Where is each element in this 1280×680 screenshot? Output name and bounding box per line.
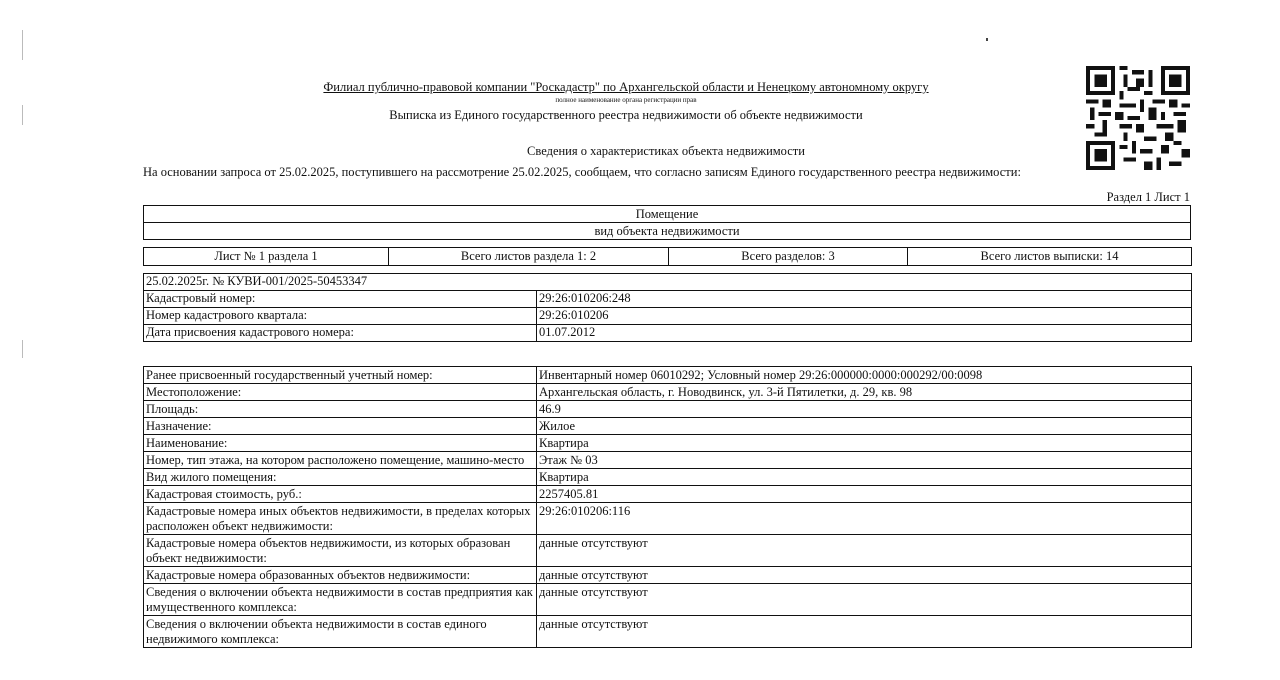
- row-value: данные отсутствуют: [537, 567, 1192, 584]
- row-label: Номер кадастрового квартала:: [144, 308, 537, 325]
- document-title: Выписка из Единого государственного реестра недвижимости об объекте недвижимости: [389, 108, 863, 122]
- object-type-caption: вид объекта недвижимости: [144, 223, 1191, 240]
- object-properties-table: [143, 366, 1192, 648]
- row-value: Инвентарный номер 06010292; Условный номер 29:26:000000:0000:000292/00:0098: [537, 367, 1192, 384]
- row-value: Этаж № 03: [537, 452, 1192, 469]
- registry-org-caption: полное наименование органа регистрации прав: [555, 96, 697, 104]
- row-value: 29:26:010206:248: [537, 291, 1192, 308]
- row-label: Местоположение:: [144, 384, 537, 401]
- row-label: Кадастровые номера образованных объектов недвижимости:: [144, 567, 537, 584]
- row-value: Квартира: [537, 469, 1192, 486]
- row-value: 29:26:010206: [537, 308, 1192, 325]
- qr-code: [1086, 66, 1190, 170]
- row-value: 46.9: [537, 401, 1192, 418]
- row-value: 2257405.81: [537, 486, 1192, 503]
- row-label: Площадь:: [144, 401, 537, 418]
- row-label: Дата присвоения кадастрового номера:: [144, 325, 537, 342]
- scan-margin-line: [22, 30, 23, 60]
- table-row: [144, 486, 1192, 503]
- object-type: Помещение: [144, 206, 1191, 223]
- row-label: Назначение:: [144, 418, 537, 435]
- row-value: данные отсутствуют: [537, 616, 1192, 648]
- section-title: Сведения о характеристиках объекта недвижимости: [527, 144, 805, 158]
- sheet-of-section: Лист № 1 раздела 1: [144, 248, 389, 266]
- row-value: Квартира: [537, 435, 1192, 452]
- extract-date-number: 25.02.2025г. № КУВИ-001/2025-50453347: [144, 274, 1192, 291]
- cadastral-id-table: [143, 273, 1192, 342]
- table-row: [144, 401, 1192, 418]
- section-sheet-ref: Раздел 1 Лист 1: [1106, 190, 1190, 204]
- row-value: 29:26:010206:116: [537, 503, 1192, 535]
- scan-speck: [986, 38, 988, 41]
- table-row: [144, 308, 1192, 325]
- row-label: Ранее присвоенный государственный учетный номер:: [144, 367, 537, 384]
- row-value: Жилое: [537, 418, 1192, 435]
- row-value: Архангельская область, г. Новодвинск, ул. 3-й Пятилетки, д. 29, кв. 98: [537, 384, 1192, 401]
- table-row: [144, 469, 1192, 486]
- total-section-sheets: Всего листов раздела 1: 2: [389, 248, 669, 266]
- table-row: [144, 616, 1192, 648]
- table-row: [144, 435, 1192, 452]
- row-value: данные отсутствуют: [537, 535, 1192, 567]
- table-row: [144, 452, 1192, 469]
- request-basis-text: На основании запроса от 25.02.2025, поступившего на рассмотрение 25.02.2025, сообщаем, что согласно записям Единого государственного реестра недвижимости:: [143, 165, 1021, 179]
- object-type-table: [143, 205, 1191, 240]
- row-value: 01.07.2012: [537, 325, 1192, 342]
- row-label: Сведения о включении объекта недвижимости в состав единого недвижимого комплекса:: [144, 616, 537, 648]
- table-row: [144, 418, 1192, 435]
- scan-margin-line: [22, 340, 23, 358]
- row-label: Кадастровые номера иных объектов недвижимости, в пределах которых расположен объект недвижимости:: [144, 503, 537, 535]
- table-row: [144, 325, 1192, 342]
- total-extract-sheets: Всего листов выписки: 14: [908, 248, 1192, 266]
- table-row: [144, 567, 1192, 584]
- row-value: данные отсутствуют: [537, 584, 1192, 616]
- row-label: Сведения о включении объекта недвижимости в состав предприятия как имущественного комплекса:: [144, 584, 537, 616]
- row-label: Номер, тип этажа, на котором расположено помещение, машино-место: [144, 452, 537, 469]
- scan-margin-line: [22, 105, 23, 125]
- row-label: Кадастровые номера объектов недвижимости, из которых образован объект недвижимости:: [144, 535, 537, 567]
- table-row: [144, 367, 1192, 384]
- row-label: Кадастровый номер:: [144, 291, 537, 308]
- table-row: [144, 503, 1192, 535]
- row-label: Кадастровая стоимость, руб.:: [144, 486, 537, 503]
- row-label: Вид жилого помещения:: [144, 469, 537, 486]
- table-row: [144, 535, 1192, 567]
- sheets-info-table: [143, 247, 1192, 266]
- table-row: [144, 384, 1192, 401]
- table-row: [144, 584, 1192, 616]
- table-row: [144, 291, 1192, 308]
- row-label: Наименование:: [144, 435, 537, 452]
- total-sections: Всего разделов: 3: [669, 248, 908, 266]
- registry-org-name: Филиал публично-правовой компании "Роскадастр" по Архангельской области и Ненецкому автономному округу: [323, 80, 929, 94]
